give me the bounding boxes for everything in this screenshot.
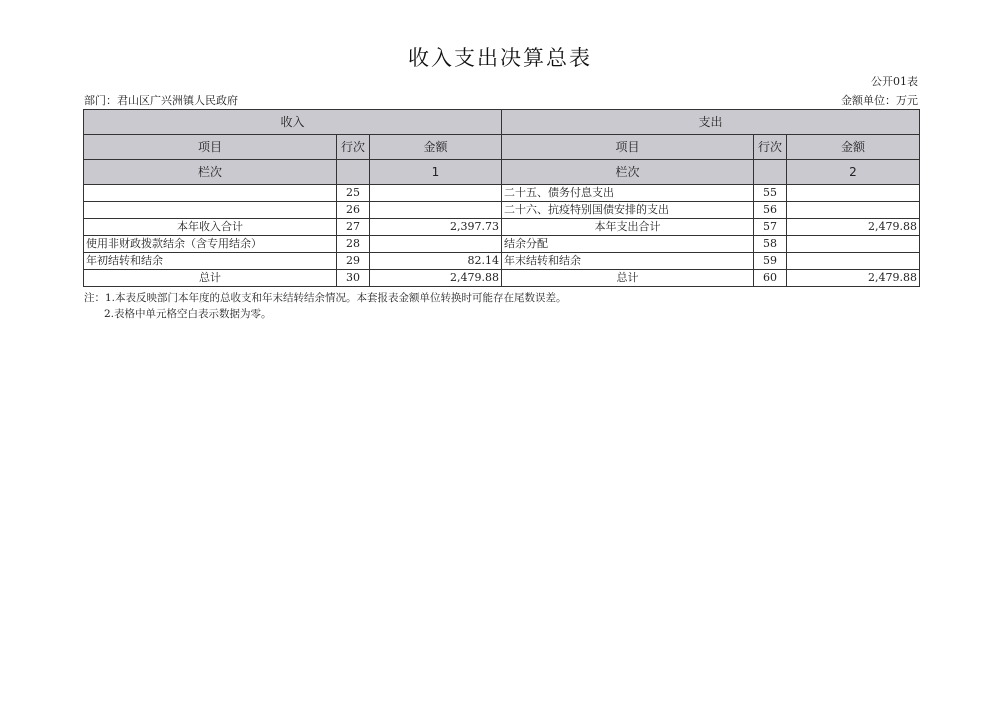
expense-amount xyxy=(787,236,920,253)
expense-amount xyxy=(787,185,920,202)
expense-line-header: 行次 xyxy=(754,135,787,160)
expense-amount-header: 金额 xyxy=(787,135,920,160)
income-item: 本年收入合计 xyxy=(84,219,337,236)
expense-item-header: 项目 xyxy=(502,135,754,160)
expense-section-header: 支出 xyxy=(502,110,920,135)
expense-amount xyxy=(787,202,920,219)
department-label: 部门：君山区广兴洲镇人民政府 xyxy=(84,94,238,107)
table-row xyxy=(84,270,920,287)
expense-item: 二十五、债务付息支出 xyxy=(502,185,754,202)
income-item: 总计 xyxy=(84,270,337,287)
income-amount: 82.14 xyxy=(370,253,502,270)
form-code: 公开01表 xyxy=(871,75,918,88)
footnote-2: 2.表格中单元格空白表示数据为零。 xyxy=(104,308,272,320)
income-amount: 2,479.88 xyxy=(370,270,502,287)
income-line: 28 xyxy=(337,236,370,253)
section-header-row xyxy=(84,110,920,135)
income-amount xyxy=(370,185,502,202)
income-line-blank xyxy=(337,160,370,185)
footnote-1: 注：1.本表反映部门本年度的总收支和年末结转结余情况。本套报表金额单位转换时可能存在尾数误差。 xyxy=(84,292,567,304)
footnotes xyxy=(84,290,567,322)
income-amount-header: 金额 xyxy=(370,135,502,160)
expense-item: 总计 xyxy=(502,270,754,287)
expense-item: 本年支出合计 xyxy=(502,219,754,236)
column-header-row xyxy=(84,135,920,160)
income-amount: 2,397.73 xyxy=(370,219,502,236)
table-row xyxy=(84,219,920,236)
expense-amount xyxy=(787,253,920,270)
expense-line-blank xyxy=(754,160,787,185)
expense-column-no-label: 栏次 xyxy=(502,160,754,185)
income-expense-table xyxy=(83,109,920,287)
expense-item: 年末结转和结余 xyxy=(502,253,754,270)
amount-unit-label: 金额单位：万元 xyxy=(841,94,918,107)
income-column-no: 1 xyxy=(370,160,502,185)
expense-amount: 2,479.88 xyxy=(787,219,920,236)
income-item: 使用非财政拨款结余（含专用结余） xyxy=(84,236,337,253)
expense-column-no: 2 xyxy=(787,160,920,185)
income-line: 25 xyxy=(337,185,370,202)
expense-line: 58 xyxy=(754,236,787,253)
income-item-header: 项目 xyxy=(84,135,337,160)
expense-line: 56 xyxy=(754,202,787,219)
report-title: 收入支出决算总表 xyxy=(408,46,592,70)
income-line: 29 xyxy=(337,253,370,270)
income-item xyxy=(84,185,337,202)
table-row xyxy=(84,253,920,270)
income-line: 27 xyxy=(337,219,370,236)
income-section-header: 收入 xyxy=(84,110,502,135)
table-row xyxy=(84,202,920,219)
expense-item: 二十六、抗疫特别国债安排的支出 xyxy=(502,202,754,219)
table-row xyxy=(84,236,920,253)
expense-amount: 2,479.88 xyxy=(787,270,920,287)
income-amount xyxy=(370,202,502,219)
expense-line: 55 xyxy=(754,185,787,202)
expense-line: 60 xyxy=(754,270,787,287)
income-amount xyxy=(370,236,502,253)
expense-line: 57 xyxy=(754,219,787,236)
income-item xyxy=(84,202,337,219)
column-number-row xyxy=(84,160,920,185)
table-row xyxy=(84,185,920,202)
income-line-header: 行次 xyxy=(337,135,370,160)
income-column-no-label: 栏次 xyxy=(84,160,337,185)
expense-item: 结余分配 xyxy=(502,236,754,253)
income-line: 30 xyxy=(337,270,370,287)
expense-line: 59 xyxy=(754,253,787,270)
income-item: 年初结转和结余 xyxy=(84,253,337,270)
income-line: 26 xyxy=(337,202,370,219)
